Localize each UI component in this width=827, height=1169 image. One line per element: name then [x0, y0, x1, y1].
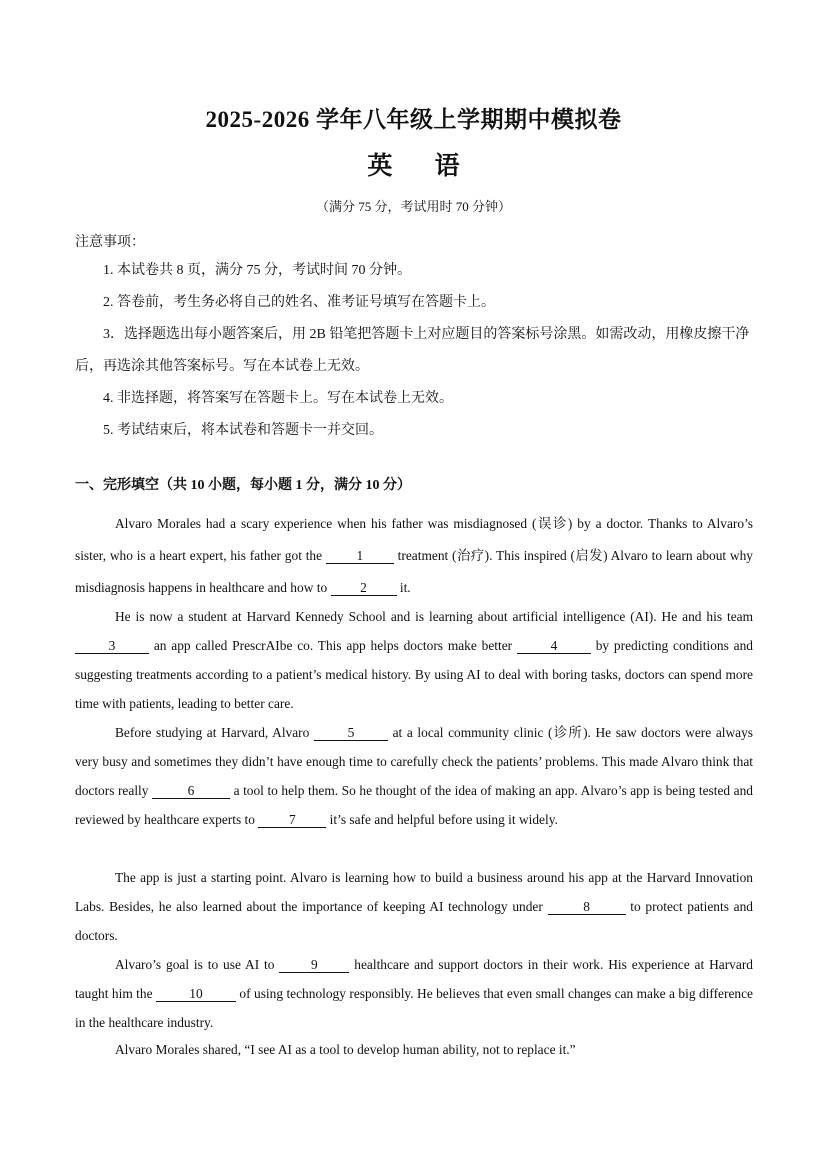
passage-paragraph: The app is just a starting point. Alvaro is learning how to build a business around his app at the Harvard Innovation Labs. Besides, he also learned about the importance of keeping AI technology under 8 to protect patients and doctors.: [75, 870, 753, 943]
answer-blank: 7: [258, 812, 326, 828]
answer-blank: 1: [326, 548, 394, 564]
answer-blank: 8: [548, 899, 626, 915]
notice-item: 1. 本试卷共 8 页，满分 75 分，考试时间 70 分钟。: [103, 263, 411, 278]
notice-item: 4. 非选择题，将答案写在答题卡上。写在本试卷上无效。: [103, 391, 453, 406]
notice-heading: 注意事项：: [75, 235, 145, 250]
answer-blank: 9: [279, 957, 349, 973]
passage-paragraph: He is now a student at Harvard Kennedy School and is learning about artificial intelligence (AI). He and his team 3 an app called PrescrAIbe co. This app helps doctors make better 4 by predicting conditions and suggesting treatments according to a patient’s medical history. By using AI to deal with boring tasks, doctors can spend more time with patients, leading to better care.: [75, 609, 753, 711]
answer-blank: 10: [156, 986, 236, 1002]
notice-item: 5. 考试结束后，将本试卷和答题卡一并交回。: [103, 423, 383, 438]
notice-item: 3．选择题选出每小题答案后，用 2B 铅笔把答题卡上对应题目的答案标号涂黑。如需改动，用橡皮擦干净后，再选涂其他答案标号。写在本试卷上无效。: [75, 327, 750, 374]
passage-paragraph: Alvaro Morales shared, “I see AI as a tool to develop human ability, not to replace it.”: [115, 1042, 576, 1057]
notice-list: [75, 255, 753, 447]
answer-blank: 5: [314, 725, 388, 741]
passage-paragraph: Alvaro Morales had a scary experience when his father was misdiagnosed (误诊) by a doctor. Thanks to Alvaro’s sister, who is a heart expert, his father got the 1 treatment (治疗). This inspired (启发) Alvaro to learn about why misdiagnosis happens in healthcare and how to 2 it.: [75, 516, 753, 595]
section-heading: 一、完形填空（共 10 小题，每小题 1 分，满分 10 分）: [75, 478, 411, 493]
answer-blank: 3: [75, 638, 149, 654]
score-note: （满分 75 分，考试用时 70 分钟）: [315, 199, 511, 214]
answer-blank: 6: [152, 783, 230, 799]
passage-paragraph: Alvaro’s goal is to use AI to 9 healthcare and support doctors in their work. His experience at Harvard taught him the 10 of using technology responsibly. He believes that even small changes can make a big difference in the healthcare industry.: [75, 957, 753, 1030]
passage-paragraph: Before studying at Harvard, Alvaro 5 at a local community clinic (诊所). He saw doctors were always very busy and sometimes they didn’t have enough time to carefully check the patients’ problems. This made Alvaro think that doctors really 6 a tool to help them. So he thought of the idea of making an app. Alvaro’s app is being tested and reviewed by healthcare experts to 7 it’s safe and helpful before using it widely.: [75, 725, 754, 827]
notice-item: 2. 答卷前，考生务必将自己的姓名、准考证号填写在答题卡上。: [103, 295, 495, 310]
subject-title: 英 语: [367, 153, 478, 180]
exam-title: 2025-2026 学年八年级上学期期中模拟卷: [205, 107, 622, 132]
answer-blank: 4: [517, 638, 591, 654]
answer-blank: 2: [331, 580, 397, 596]
